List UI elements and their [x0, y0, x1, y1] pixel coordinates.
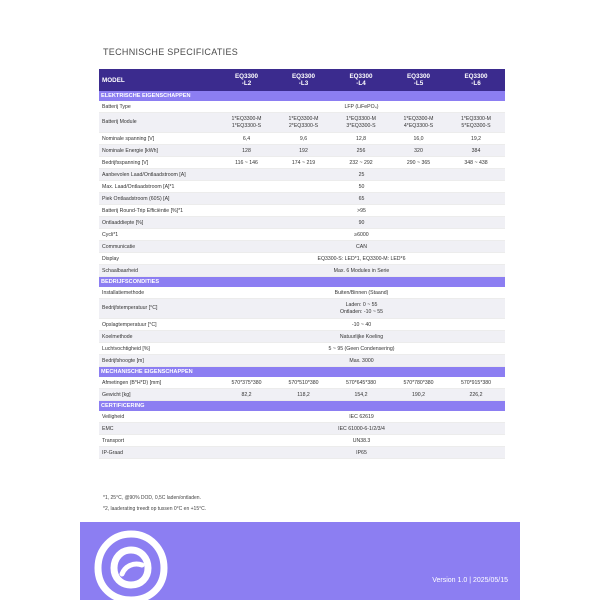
row-label: IP-Graad	[99, 447, 218, 459]
value-line: 1*EQ3300-M	[461, 115, 491, 122]
table-row	[99, 389, 505, 401]
row-label: Nominale spanning [V]	[99, 133, 218, 145]
row-label: Transport	[99, 435, 218, 447]
model-name: EQ3300	[349, 73, 373, 80]
row-value-spanned: IP65	[218, 447, 505, 459]
row-value-cell: 9,6	[275, 133, 332, 145]
model-header-cell	[332, 69, 390, 91]
table-row	[99, 101, 505, 113]
row-value-spanned: 65	[218, 193, 505, 205]
row-value-cell: 348 ~ 438	[447, 157, 505, 169]
value-line: 1*EQ3300-M	[231, 115, 262, 122]
row-value-cell: 192	[275, 145, 332, 157]
row-label: Bedrijfsspanning [V]	[99, 157, 218, 169]
section-title: BEDRIJFSCONDITIES	[99, 277, 505, 288]
table-row	[99, 411, 505, 423]
row-value-cell: 16,0	[390, 133, 447, 145]
footnote: *2, laaderating treedt op tussen 0°C en +15°C.	[103, 506, 207, 512]
model-suffix: -L5	[413, 80, 424, 87]
model-name: EQ3300	[291, 73, 316, 80]
row-value-cell: 154,2	[332, 389, 390, 401]
version-label: Version 1.0 | 2025/05/15	[432, 577, 508, 584]
row-value-cell: 320	[390, 145, 447, 157]
row-value-cell: 384	[447, 145, 505, 157]
table-row	[99, 253, 505, 265]
row-value-spanned: EQ3300-S: LED*1, EQ3300-M: LED*6	[218, 253, 505, 265]
row-value-spanned: LFP (LiFePO₄)	[218, 101, 505, 113]
row-label: Afmetingen (B*H*D) [mm]	[99, 377, 218, 389]
row-value-spanned: IEC 62619	[218, 411, 505, 423]
footnote: *1, 25°C, @90% DOD, 0,5C laden/ontladen.	[103, 495, 201, 501]
table-header-row	[99, 69, 505, 91]
table-row	[99, 113, 505, 133]
model-suffix: -L2	[241, 80, 252, 87]
table-row	[99, 331, 505, 343]
row-value-spanned: UN38.3	[218, 435, 505, 447]
model-header-cell	[447, 69, 505, 91]
row-value-cell: 19,2	[447, 133, 505, 145]
table-row	[99, 241, 505, 253]
row-label: Gewicht [kg]	[99, 389, 218, 401]
model-header-cell	[275, 69, 332, 91]
table-row	[99, 265, 505, 277]
value-line: Laden: 0 ~ 55	[345, 301, 378, 308]
row-label: Schaalbaarheid	[99, 265, 218, 277]
row-label: Installatiemethode	[99, 287, 218, 299]
section-header-row	[99, 277, 505, 288]
table-row	[99, 133, 505, 145]
row-value-cell	[332, 113, 390, 133]
table-row	[99, 423, 505, 435]
value-line: 1*EQ3300-M	[403, 115, 434, 122]
row-label: Bedrijfstemperatuur [°C]	[99, 299, 218, 319]
page-title: TECHNISCHE SPECIFICATIES	[103, 47, 239, 57]
table-row	[99, 157, 505, 169]
table-row	[99, 319, 505, 331]
row-value-cell: 118,2	[275, 389, 332, 401]
row-value-cell: 174 ~ 219	[275, 157, 332, 169]
row-value-cell: 128	[218, 145, 275, 157]
row-label: Max. Laad/Ontlaadstroom [A]*1	[99, 181, 218, 193]
row-value-cell: 256	[332, 145, 390, 157]
model-suffix: -L6	[471, 80, 481, 87]
row-value-cell: 6,4	[218, 133, 275, 145]
spec-table	[99, 69, 505, 459]
row-value-spanned: -10 ~ 40	[218, 319, 505, 331]
row-value-cell: 116 ~ 146	[218, 157, 275, 169]
row-value-spanned: ≥6000	[218, 229, 505, 241]
value-line: 4*EQ3300-S	[403, 122, 434, 129]
section-title: CERTIFICERING	[99, 401, 505, 412]
row-label: Koelmethode	[99, 331, 218, 343]
section-header-row	[99, 91, 505, 101]
table-row	[99, 447, 505, 459]
row-value-cell: 570*375*380	[218, 377, 275, 389]
table-row	[99, 435, 505, 447]
row-label: Opslagtemperatuur [°C]	[99, 319, 218, 331]
row-value-spanned: 90	[218, 217, 505, 229]
row-value-spanned: >95	[218, 205, 505, 217]
row-label: Batterij Type	[99, 101, 218, 113]
row-value-spanned: 50	[218, 181, 505, 193]
row-value-cell	[275, 113, 332, 133]
table-row	[99, 377, 505, 389]
brand-logo-icon	[94, 530, 168, 600]
row-label: Cycli*1	[99, 229, 218, 241]
row-value-cell: 570*510*380	[275, 377, 332, 389]
model-name: EQ3300	[464, 73, 488, 80]
model-name: EQ3300	[406, 73, 431, 80]
row-value-cell	[218, 113, 275, 133]
row-label: Nominale Energie [kWh]	[99, 145, 218, 157]
section-title: ELEKTRISCHE EIGENSCHAPPEN	[99, 91, 505, 101]
row-value-cell: 570*915*380	[447, 377, 505, 389]
footnotes	[103, 493, 206, 515]
row-value-spanned: Buiten/Binnen (Staand)	[218, 287, 505, 299]
row-value-spanned: Max. 3000	[218, 355, 505, 367]
row-value-cell: 570*645*380	[332, 377, 390, 389]
value-line: 5*EQ3300-S	[461, 122, 491, 129]
row-label: Luchtvochtigheid [%]	[99, 343, 218, 355]
row-value-cell: 190,2	[390, 389, 447, 401]
row-value-cell	[390, 113, 447, 133]
row-value-spanned: CAN	[218, 241, 505, 253]
row-value-spanned: IEC 61000-6-1/2/3/4	[218, 423, 505, 435]
row-value-spanned: Natuurlijke Koeling	[218, 331, 505, 343]
model-name: EQ3300	[234, 73, 259, 80]
footer-band	[80, 522, 520, 600]
section-title: MECHANISCHE EIGENSCHAPPEN	[99, 367, 505, 378]
row-value-cell: 12,8	[332, 133, 390, 145]
row-label: Batterij Round-Trip Efficiëntie [%]*1	[99, 205, 218, 217]
row-label: Piek Ontlaadstroom (60S) [A]	[99, 193, 218, 205]
table-row	[99, 343, 505, 355]
value-line: 2*EQ3300-S	[288, 122, 319, 129]
model-suffix: -L3	[298, 80, 309, 87]
row-value-spanned: 5 ~ 95 (Geen Condensering)	[218, 343, 505, 355]
value-line: 3*EQ3300-S	[346, 122, 376, 129]
row-value-cell	[447, 113, 505, 133]
table-row	[99, 193, 505, 205]
table-row	[99, 181, 505, 193]
row-label: EMC	[99, 423, 218, 435]
table-row	[99, 205, 505, 217]
table-row	[99, 229, 505, 241]
row-value-spanned: 25	[218, 169, 505, 181]
table-row	[99, 169, 505, 181]
row-label: Display	[99, 253, 218, 265]
row-label: Batterij Module	[99, 113, 218, 133]
section-header-row	[99, 367, 505, 378]
row-label: Bedrijfshoogte [m]	[99, 355, 218, 367]
row-value-cell: 232 ~ 292	[332, 157, 390, 169]
value-line: 1*EQ3300-M	[288, 115, 319, 122]
row-label: Veiligheid	[99, 411, 218, 423]
row-value-spanned: Max. 6 Modules in Serie	[218, 265, 505, 277]
value-line: Ontladen: -10 ~ 55	[339, 308, 384, 315]
row-label: Ontlaaddiepte [%]	[99, 217, 218, 229]
value-line: 1*EQ3300-S	[231, 122, 262, 129]
model-header-cell	[390, 69, 447, 91]
row-label: Communicatie	[99, 241, 218, 253]
table-row	[99, 299, 505, 319]
row-value-cell: 290 ~ 365	[390, 157, 447, 169]
row-value-cell: 82,2	[218, 389, 275, 401]
model-label-cell: MODEL	[99, 69, 218, 91]
section-header-row	[99, 401, 505, 412]
table-row	[99, 145, 505, 157]
model-suffix: -L4	[356, 80, 366, 87]
row-value-cell: 226,2	[447, 389, 505, 401]
model-header-cell	[218, 69, 275, 91]
row-label: Aanbevolen Laad/Ontlaadstroom [A]	[99, 169, 218, 181]
row-value-spanned	[218, 299, 505, 319]
value-line: 1*EQ3300-M	[346, 115, 376, 122]
table-row	[99, 217, 505, 229]
table-row	[99, 355, 505, 367]
row-value-cell: 570*780*380	[390, 377, 447, 389]
table-row	[99, 287, 505, 299]
